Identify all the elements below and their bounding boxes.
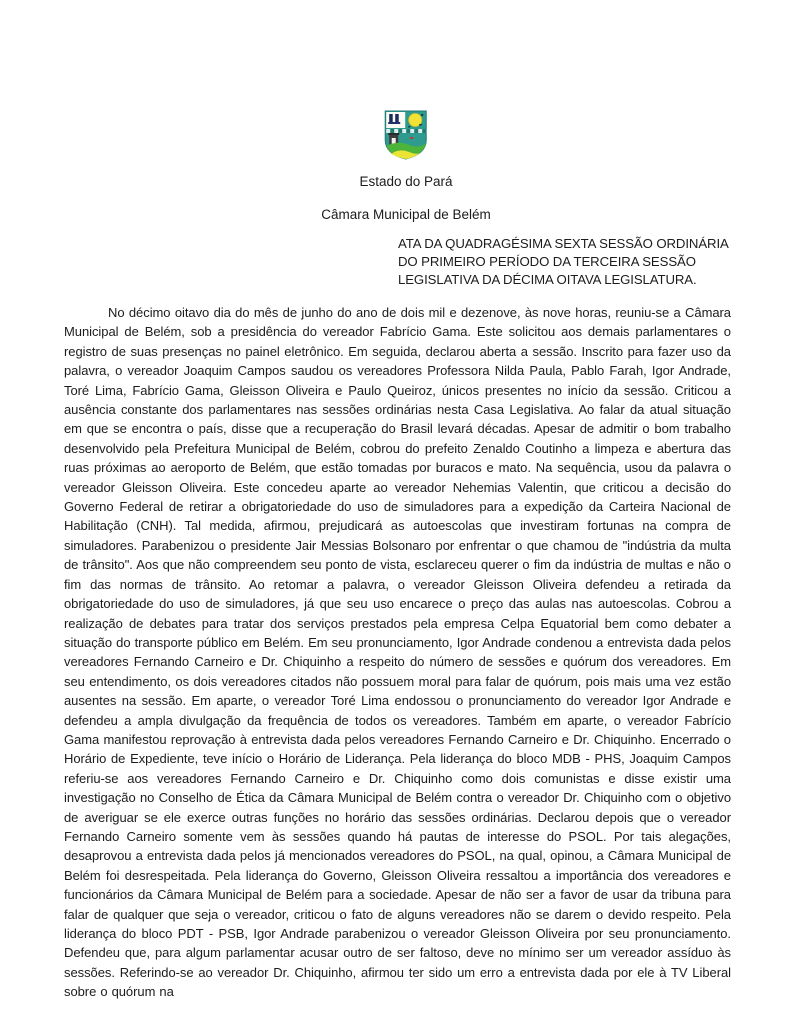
state-name: Estado do Pará	[359, 174, 453, 189]
belem-coat-of-arms-icon	[383, 110, 428, 160]
institution-name: Câmara Municipal de Belém	[321, 207, 491, 222]
document-header	[321, 110, 491, 223]
document-body-paragraph: No décimo oitavo dia do mês de junho do ano de dois mil e dezenove, às nove horas, reuniu-se a Câmara Municipal de Belém, sob a presidência do vereador Fabrício Gama. Este solicitou aos demais parlamentares o registro de suas presenças no painel eletrônico. Em seguida, declarou aberta a sessão. Inscrito para fazer uso da palavra, o vereador Joaquim Campos saudou os vereadores Professora Nilda Paula, Pablo Farah, Igor Andrade, Toré Lima, Fabrício Gama, Gleisson Oliveira e Paulo Queiroz, únicos presentes no início da sessão. Criticou a ausência constante dos parlamentares nas sessões ordinárias nesta Casa Legislativa. Ao falar da atual situação em que se encontra o país, disse que a recuperação do Brasil levará décadas. Apesar de admitir o bom trabalho desenvolvido pela Prefeitura Municipal de Belém, cobrou do prefeito Zenaldo Coutinho a limpeza e abertura das ruas próximas ao aeroporto de Belém, que estão tomadas por buracos e mato. Na sequência, usou da palavra o vereador Gleisson Oliveira. Este concedeu aparte ao vereador Nehemias Valentin, que criticou a decisão do Governo Federal de retirar a obrigatoriedade do uso de simuladores para a expedição da Carteira Nacional de Habilitação (CNH). Tal medida, afirmou, prejudicará as autoescolas que investiram fortunas na compra de simuladores. Parabenizou o presidente Jair Messias Bolsonaro por enfrentar o que chamou de "indústria da multa de trânsito". Aos que não compreendem seu ponto de vista, esclareceu querer o fim da indústria de multas e não o fim das normas de trânsito. Ao retomar a palavra, o vereador Gleisson Oliveira defendeu a retirada da obrigatoriedade do uso de simuladores, já que seu uso encarece o preço das aulas nas autoescolas. Cobrou a realização de debates para tratar dos serviços prestados pela empresa Celpa Equatorial bem como debater a situação do transporte público em Belém. Em seu pronunciamento, Igor Andrade condenou a entrevista dada pelos vereadores Fernando Carneiro e Dr. Chiquinho a respeito do número de sessões e quórum dos vereadores. Em seu entendimento, os dois vereadores citados não possuem moral para falar de quórum, pois mais uma vez estão ausentes na sessão. Em aparte, o vereador Toré Lima endossou o pronunciamento do vereador Igor Andrade e defendeu a ampla divulgação da frequência de todos os vereadores. Também em aparte, o vereador Fabrício Gama manifestou reprovação à entrevista dada pelos vereadores Fernando Carneiro e Dr. Chiquinho. Encerrado o Horário de Expediente, teve início o Horário de Liderança. Pela liderança do bloco MDB - PHS, Joaquim Campos referiu-se aos vereadores Fernando Carneiro e Dr. Chiquinho como dois comunistas e disse existir uma investigação no Conselho de Ética da Câmara Municipal de Belém contra o vereador Dr. Chiquinho com o objetivo de averiguar se ele exerce outras funções no horário das sessões ordinárias. Declarou depois que o vereador Fernando Carneiro somente vem às sessões quando há pautas de interesse do PSOL. Por tais alegações, desaprovou a entrevista dada pelos já mencionados vereadores do PSOL, na qual, opinou, a Câmara Municipal de Belém foi desrespeitada. Pela liderança do Governo, Gleisson Oliveira ressaltou a importância dos vereadores e funcionários da Câmara Municipal de Belém para a sociedade. Apesar de não ser a favor de usar da tribuna para falar de qualquer que seja o vereador, criticou o fato de alguns vereadores não se darem o devido respeito. Pela liderança do bloco PDT - PSB, Igor Andrade parabenizou o vereador Gleisson Oliveira por seu pronunciamento. Defendeu que, para algum parlamentar acusar outro de ser faltoso, deve no mínimo ser um vereador assíduo às sessões. Referindo-se ao vereador Dr. Chiquinho, afirmou ter sido um erro a entrevista dada por ele à TV Liberal sobre o quórum na	[64, 305, 731, 1000]
document-title: ATA DA QUADRAGÉSIMA SEXTA SESSÃO ORDINÁRIA DO PRIMEIRO PERÍODO DA TERCEIRA SESSÃO LEGISLATIVA DA DÉCIMA OITAVA LEGISLATURA.	[398, 236, 728, 288]
